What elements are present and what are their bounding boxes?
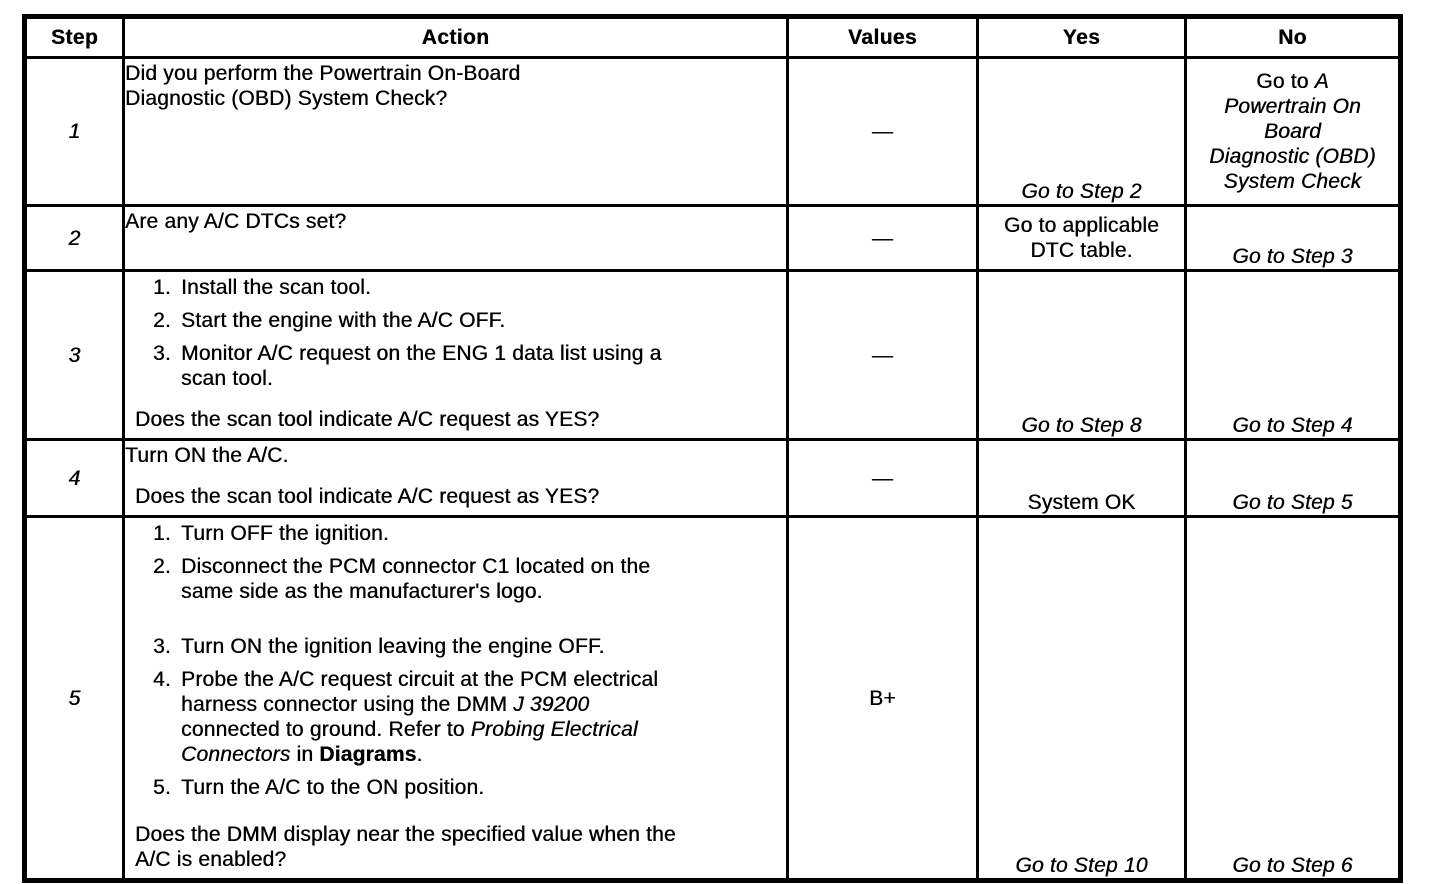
go-to-link: Go to Step 8 — [1021, 414, 1142, 437]
yes-cell — [978, 58, 1186, 206]
action-text: Are any A/C DTCs set? — [125, 210, 347, 233]
values-cell: B+ — [788, 517, 978, 881]
table-row-3 — [25, 271, 1401, 440]
header-no: No — [1186, 17, 1401, 58]
yes-cell — [978, 440, 1186, 517]
table-row-1 — [25, 58, 1401, 206]
yes-result: System OK — [1027, 491, 1136, 514]
go-to-link: Go to Step 4 — [1232, 414, 1353, 437]
step-number: 3 — [25, 271, 124, 440]
action-question: Does the DMM display near the specified value when the A/C is enabled? — [135, 823, 676, 871]
list-item: 1. Install the scan tool. — [153, 276, 372, 299]
list-item: 3. Turn ON the ignition leaving the engine OFF. — [153, 635, 605, 658]
list-item: 2. Disconnect the PCM connector C1 located on the same side as the manufacturer's logo. — [153, 555, 651, 603]
action-question: Does the scan tool indicate A/C request as YES? — [135, 485, 600, 508]
step-number: 4 — [25, 440, 124, 517]
no-cell — [1186, 440, 1401, 517]
action-cell — [124, 58, 788, 206]
values-cell: — — [788, 271, 978, 440]
header-row — [25, 17, 1401, 58]
action-cell — [124, 206, 788, 271]
header-yes: Yes — [978, 17, 1186, 58]
step-number: 2 — [25, 206, 124, 271]
go-to-link: Go to Step 3 — [1232, 245, 1353, 268]
step-number: 5 — [25, 517, 124, 881]
diagnostic-table — [22, 14, 1403, 883]
go-to-link: Go to Step 10 — [1015, 854, 1148, 877]
action-cell — [124, 440, 788, 517]
go-to-link: Go to Step 5 — [1232, 491, 1353, 514]
action-cell — [124, 271, 788, 440]
table-row-2 — [25, 206, 1401, 271]
go-to-link: A — [1314, 70, 1329, 93]
reference-title: Probing Electrical — [470, 718, 638, 741]
table-row-5 — [25, 517, 1401, 881]
tool-number: J 39200 — [513, 693, 590, 716]
yes-cell — [978, 517, 1186, 881]
no-cell — [1186, 206, 1401, 271]
action-text: Turn ON the A/C. — [125, 444, 289, 467]
header-action: Action — [124, 17, 788, 58]
list-item: 2. Start the engine with the A/C OFF. — [153, 309, 506, 332]
header-values: Values — [788, 17, 978, 58]
values-cell: — — [788, 58, 978, 206]
no-cell: Go to A Powertrain On Board Diagnostic (OBD) System Check — [1186, 58, 1401, 206]
action-cell — [124, 517, 788, 881]
go-to-link: Go to Step 2 — [1021, 180, 1142, 203]
action-question: Does the scan tool indicate A/C request as YES? — [135, 408, 600, 431]
go-to-prefix: Go to — [1256, 70, 1315, 93]
list-item: 4. Probe the A/C request circuit at the PCM electrical harness connector using the DMM J 39200 connected to ground. Refer to Probing Electrical Connectors in Diagrams. — [153, 668, 659, 766]
yes-cell — [978, 271, 1186, 440]
list-item: 3. Monitor A/C request on the ENG 1 data list using a scan tool. — [153, 342, 662, 390]
yes-cell: Go to applicable DTC table. — [978, 206, 1186, 271]
list-item: 5. Turn the A/C to the ON position. — [153, 776, 485, 799]
yes-result: Go to applicable — [1004, 214, 1159, 237]
action-text: Did you perform the Powertrain On-Board Diagnostic (OBD) System Check? — [125, 62, 521, 110]
header-step: Step — [25, 17, 124, 58]
values-cell: — — [788, 206, 978, 271]
no-cell — [1186, 271, 1401, 440]
reference-section: Diagrams — [319, 743, 417, 766]
values-cell: — — [788, 440, 978, 517]
list-item: 1. Turn OFF the ignition. — [153, 522, 389, 545]
go-to-link: Go to Step 6 — [1232, 854, 1353, 877]
step-number: 1 — [25, 58, 124, 206]
no-cell — [1186, 517, 1401, 881]
table-row-4 — [25, 440, 1401, 517]
